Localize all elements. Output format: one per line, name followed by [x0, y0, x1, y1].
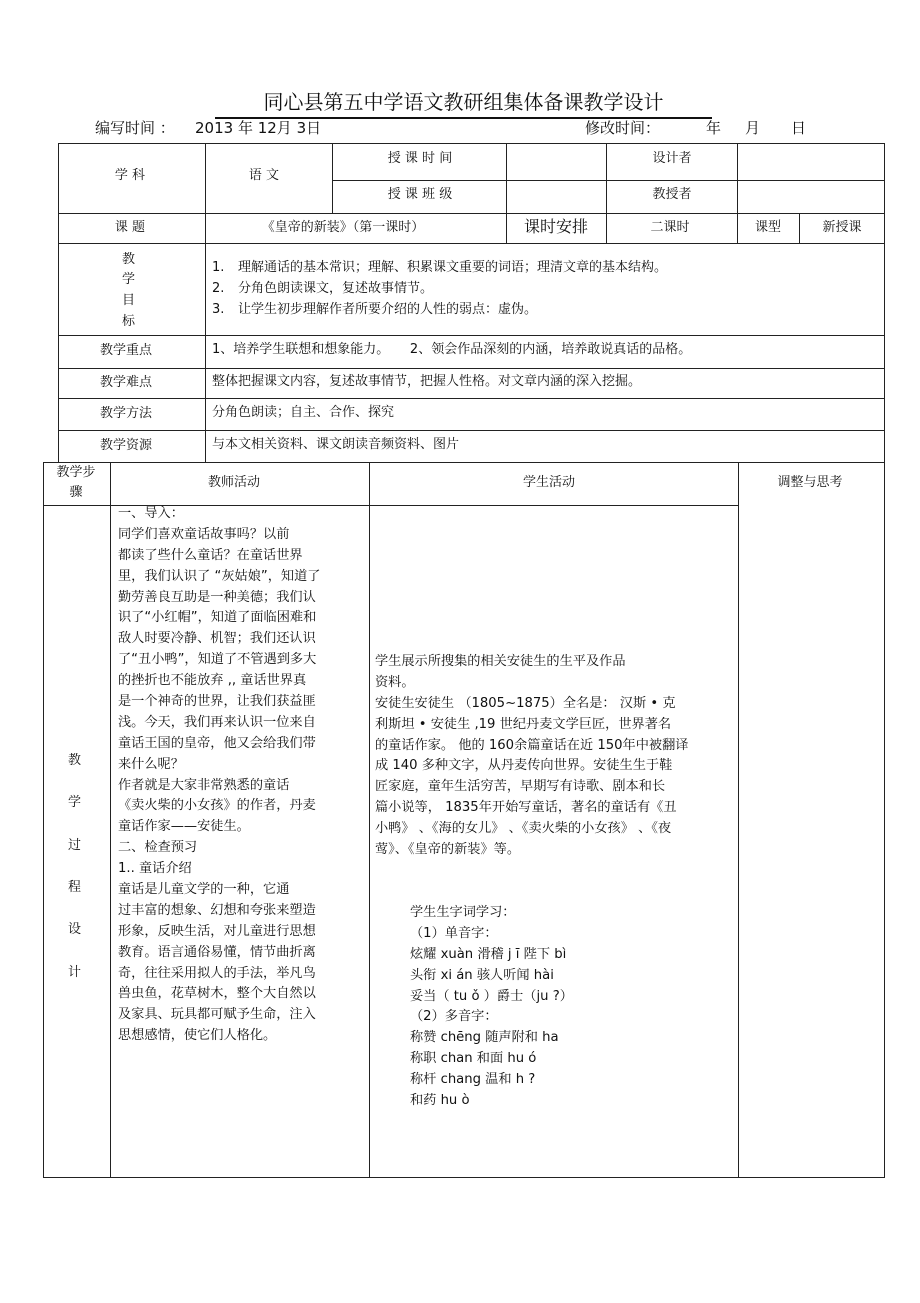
text-line: 二、检查预习	[118, 840, 198, 856]
text-line: 莺》、《皇帝的新装》等。	[375, 842, 521, 858]
text-line: 童话是儿童文学的一种，它通	[118, 882, 290, 898]
text-line: 同学们喜欢童话故事吗？以前	[118, 526, 290, 542]
row-value: 与本文相关资料、课文朗读音频资料、图片	[212, 437, 460, 452]
text-line: 识了“小红帽”，知道了面临困难和	[118, 610, 317, 626]
goals-label-char: 标	[122, 314, 136, 329]
write-time-label: 编写时间 ：	[95, 119, 175, 137]
text-line: 利斯坦 • 安徒生 ,19 世纪丹麦文学巨匠，世界著名	[375, 716, 672, 732]
text-line: 来什么呢？	[118, 756, 184, 772]
text-line: 称杆 chang 温和 h ?	[410, 1072, 536, 1088]
text-line: 头衔 xi án 骇人听闻 hài	[410, 967, 554, 983]
schedule-value: 二课时	[650, 220, 690, 235]
text-line: 童话王国的皇帝，他又会给我们带	[118, 735, 316, 751]
designer-input-cell[interactable]	[737, 143, 885, 181]
time-label: 授 课 时 间	[387, 151, 453, 166]
goal-number: 2.	[212, 281, 225, 296]
student-activity	[375, 652, 688, 861]
student-activity-header: 学生活动	[522, 475, 576, 490]
text-line: 妥当（ tu ǒ ）爵士（ju ?）	[410, 988, 573, 1004]
text-line: 浅。今天，我们再来认识一位来自	[118, 714, 316, 730]
text-line: 的童话作家。 他的 160余篇童话在近 150年中被翻译	[375, 737, 689, 753]
text-line: 奇，往往采用拟人的手法，举凡鸟	[118, 965, 316, 981]
text-line: 作者就是大家非常熟悉的童话	[118, 777, 290, 793]
text-line: 里，我们认识了 “灰姑娘”，知道了	[118, 568, 321, 584]
text-line: 炫耀 xuàn 滑稽 j ī 陛下 bì	[410, 946, 567, 962]
step-char: 计	[68, 965, 82, 980]
text-line: （2）多音字：	[410, 1009, 498, 1025]
row-value: 分角色朗读；自主、合作、探究	[212, 405, 395, 420]
step-header: 教学步	[56, 465, 96, 480]
schedule-label: 课时安排	[523, 217, 589, 236]
step-char: 设	[68, 922, 82, 937]
adjust-header: 调整与思考	[777, 475, 843, 490]
designer-label: 设计者	[652, 151, 692, 166]
vocab-list	[410, 903, 573, 1112]
text-line: 安徒生安徒生 （1805~1875）全名是： 汉斯 • 克	[375, 695, 676, 711]
goal-text: 理解通话的基本常识；理解、积累课文重要的词语；理清文章的基本结构。	[238, 260, 668, 275]
row-label: 教学重点	[99, 343, 153, 358]
goals-label-char: 目	[122, 293, 136, 308]
row-value: 1、培养学生联想和想象能力。 2、领会作品深刻的内涵，培养敢说真话的品格。	[212, 342, 692, 357]
text-line: 成 140 多种文字，从丹麦传向世界。安徒生生于鞋	[375, 758, 673, 774]
modify-day: 日	[791, 119, 807, 137]
teacher-input-cell[interactable]	[737, 180, 885, 214]
write-date: 2013 年 12月 3日	[195, 119, 322, 137]
text-line: 童话作家——安徒生。	[118, 819, 250, 835]
text-line: （1）单音字：	[410, 925, 498, 941]
text-line: 学生生字词学习：	[410, 905, 516, 920]
subject-label: 学 科	[114, 168, 146, 183]
modify-time-label: 修改时间：	[585, 119, 661, 137]
goal-number: 1.	[212, 260, 225, 275]
text-line: 匠家庭，童年生活穷苦，早期写有诗歌、剧本和长	[375, 779, 666, 795]
text-line: 教育。语言通俗易懂，情节曲折离	[118, 944, 316, 960]
text-line: 和药 hu ò	[410, 1093, 470, 1109]
text-line: 小鸭》 、《海的女儿》 、《卖火柴的小女孩》 、《夜	[375, 821, 672, 837]
step-char: 教	[68, 753, 82, 768]
step-header: 骤	[69, 485, 83, 500]
text-line: 称赞 chēng 随声附和 ha	[410, 1030, 559, 1046]
text-line: 一、导入：	[118, 506, 184, 521]
step-char: 学	[68, 795, 82, 810]
type-value: 新授课	[822, 220, 862, 235]
text-line: 及家具、玩具都可赋予生命，注入	[118, 1007, 316, 1023]
text-line: 是一个神奇的世界，让我们获益匪	[118, 694, 316, 710]
goals-label-char: 教	[122, 252, 136, 267]
text-line: 了“丑小鸭”，知道了不管遇到多大	[118, 652, 317, 668]
text-line: 资料。	[375, 674, 415, 690]
text-line: 形象，反映生活，对儿童进行思想	[118, 923, 316, 939]
subject-value: 语 文	[248, 168, 280, 183]
topic-value: 《皇帝的新装》（第一课时）	[261, 220, 425, 235]
goals-label-char: 学	[122, 272, 136, 287]
text-line: 敌人时要冷静、机智；我们还认识	[118, 631, 316, 647]
text-line: 过丰富的想象、幻想和夸张来塑造	[118, 902, 316, 918]
page-title: 同心县第五中学语文教研组集体备课教学设计	[215, 86, 712, 119]
text-line: 思想感情，使它们人格化。	[118, 1028, 277, 1044]
type-label: 课型	[754, 220, 782, 235]
class-input-cell[interactable]	[506, 180, 607, 214]
text-line: 1.. 童话介绍	[118, 861, 192, 877]
teacher-activity	[118, 504, 320, 1047]
row-label: 教学难点	[99, 375, 153, 390]
text-line: 篇小说等， 1835年开始写童话，著名的童话有《丑	[375, 800, 677, 816]
text-line: 都读了些什么童话？在童话世界	[118, 547, 303, 563]
goal-text: 分角色朗读课文，复述故事情节。	[238, 281, 434, 296]
modify-year: 年	[706, 119, 722, 137]
modify-month: 月	[745, 119, 761, 137]
text-line: 勤劳善良互助是一种美德；我们认	[118, 589, 316, 605]
topic-label: 课 题	[114, 220, 146, 235]
row-value: 整体把握课文内容，复述故事情节，把握人性格。对文章内涵的深入挖掘。	[212, 374, 642, 389]
teacher-activity-header: 教师活动	[207, 475, 261, 490]
row-label: 教学资源	[99, 438, 153, 453]
class-label: 授 课 班 级	[387, 187, 453, 202]
time-input-cell[interactable]	[506, 143, 607, 181]
text-line: 学生展示所搜集的相关安徒生的生平及作品	[375, 654, 626, 669]
text-line: 的挫折也不能放弃 ,, 童话世界真	[118, 673, 307, 689]
text-line: 称职 chan 和面 hu ó	[410, 1051, 537, 1067]
row-label: 教学方法	[99, 406, 153, 421]
teacher-label: 教授者	[652, 187, 692, 202]
step-char: 程	[68, 880, 82, 895]
goal-number: 3.	[212, 302, 225, 317]
goal-text: 让学生初步理解作者所要介绍的人性的弱点：虚伪。	[238, 302, 538, 317]
step-char: 过	[68, 838, 82, 853]
text-line: 《卖火柴的小女孩》的作者，丹麦	[118, 798, 316, 814]
text-line: 兽虫鱼，花草树木，整个大自然以	[118, 986, 316, 1002]
